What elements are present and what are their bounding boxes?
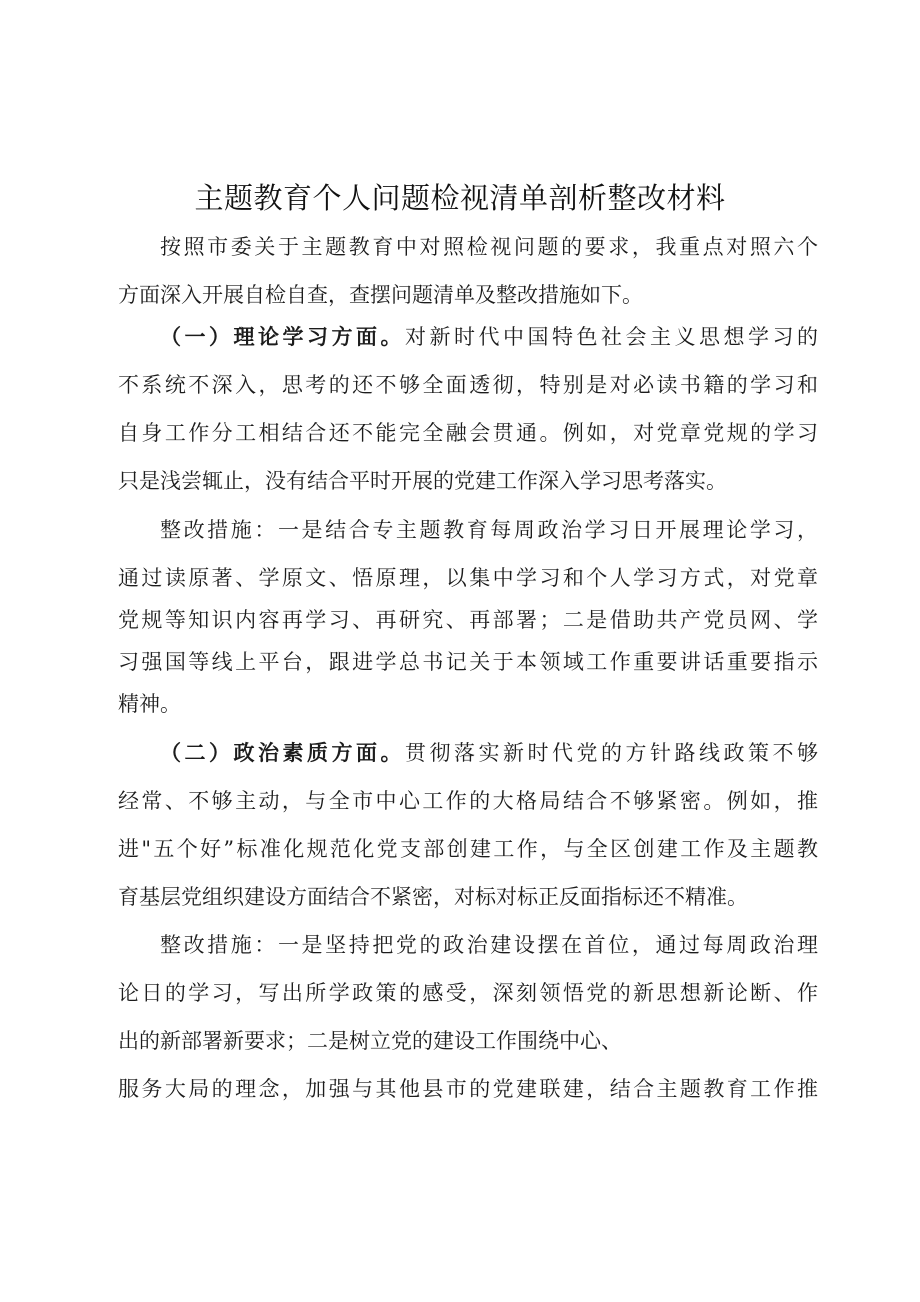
intro-line-2: 方面深入开展自检自查，查摆问题清单及整改措施如下。	[118, 283, 643, 307]
measures1-line-5: 精神。	[118, 692, 181, 716]
section1-heading: （一）理论学习方面。	[160, 325, 405, 349]
measures2-line-3: 出的新部署新要求；二是树立党的建设工作围绕中心、	[118, 1029, 622, 1053]
document-title: 主题教育个人问题检视清单剖析整改材料	[194, 181, 726, 215]
section1-line-4: 只是浅尝辄止，没有结合平时开展的党建工作深入学习思考落实。	[118, 469, 727, 493]
section1-line-3: 自身工作分工相结合还不能完全融会贯通。例如，对党章党规的学习	[118, 421, 818, 445]
section2-line-3: 进"五个好”标准化规范化党支部创建工作，与全区创建工作及主题教	[118, 837, 818, 861]
measures2-line-1: 整改措施：一是坚持把党的政治建设摆在首位，通过每周政治理	[160, 933, 818, 957]
intro-line-1: 按照市委关于主题教育中对照检视问题的要求，我重点对照六个	[160, 235, 818, 259]
section1-line-1: 对新时代中国特色社会主义思想学习的	[405, 325, 818, 349]
section2-line-4: 育基层党组织建设方面结合不紧密，对标对标正反面指标还不精准。	[118, 885, 748, 909]
measures1-line-2: 通过读原著、学原文、悟原理，以集中学习和个人学习方式，对党章	[118, 566, 818, 590]
section2-line-1: 贯彻落实新时代党的方针路线政策不够	[405, 741, 818, 765]
section2-first-line	[160, 735, 818, 771]
measures2-line-2: 论日的学习，写出所学政策的感受，深刻领悟党的新思想新论断、作	[118, 981, 818, 1005]
measures1-line-1: 整改措施：一是结合专主题教育每周政治学习日开展理论学习，	[160, 518, 818, 542]
section2-line-2: 经常、不够主动，与全市中心工作的大格局结合不够紧密。例如，推	[118, 789, 818, 813]
section1-line-2: 不系统不深入，思考的还不够全面透彻，特别是对必读书籍的学习和	[118, 373, 818, 397]
section1-first-line	[160, 319, 818, 355]
section2-heading: （二）政治素质方面。	[160, 741, 405, 765]
measures1-line-4: 习强国等线上平台，跟进学总书记关于本领域工作重要讲话重要指示	[118, 650, 818, 674]
measures1-line-3: 党规等知识内容再学习、再研究、再部署；二是借助共产党员网、学	[118, 608, 818, 632]
measures2-line-4: 服务大局的理念，加强与其他县市的党建联建，结合主题教育工作推	[118, 1077, 818, 1101]
